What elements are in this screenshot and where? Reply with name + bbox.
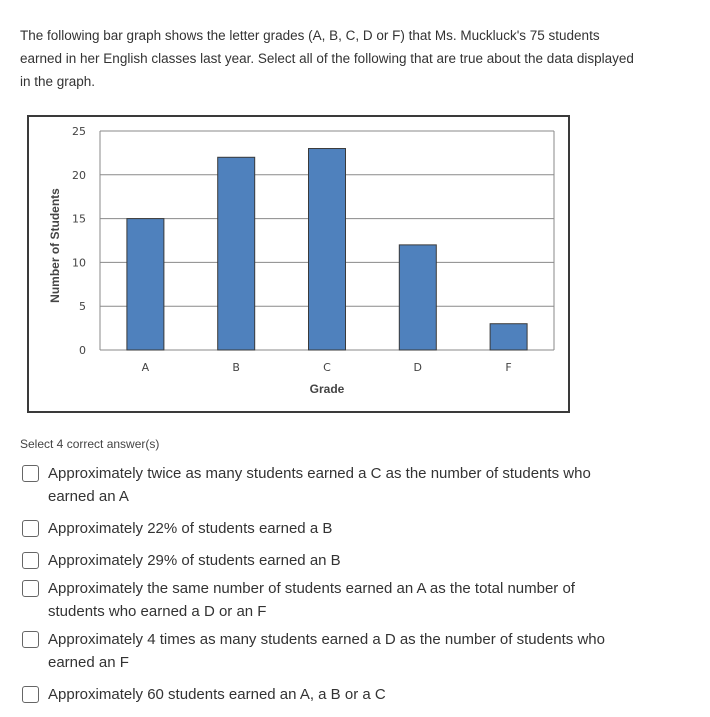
x-tick-label: C xyxy=(323,361,331,374)
bar-f xyxy=(490,324,527,350)
y-tick-label: 15 xyxy=(72,212,86,226)
bar-b xyxy=(218,157,255,350)
answer-label: Approximately 60 students earned an A, a B or a C xyxy=(48,686,386,703)
y-tick-label: 25 xyxy=(72,125,86,138)
question-text: The following bar graph shows the letter grades (A, B, C, D or F) that Ms. Muckluck's 75 students earned in her English classes last year. Select all of the following that are true about the data displayed in the graph. xyxy=(20,28,634,89)
x-tick-label: B xyxy=(232,361,240,374)
answer-label: Approximately 4 times as many students earned a D as the number of students who earned an F xyxy=(48,631,605,671)
y-tick-label: 5 xyxy=(79,300,86,314)
bar-c xyxy=(309,149,346,350)
checkbox[interactable] xyxy=(22,520,39,537)
checkbox[interactable] xyxy=(22,465,39,482)
instructions-text: Select 4 correct answer(s) xyxy=(20,437,160,451)
x-axis-title: Grade xyxy=(309,382,345,396)
answer-label: Approximately the same number of students earned an A as the total number of students who earned a D or an F xyxy=(48,580,575,620)
y-tick-label: 0 xyxy=(79,344,86,357)
y-tick-label: 10 xyxy=(72,256,86,270)
answer-label: Approximately 22% of students earned a B xyxy=(48,520,333,537)
checkbox[interactable] xyxy=(22,631,39,648)
x-tick-label: A xyxy=(141,361,150,374)
bar-a xyxy=(127,219,164,350)
x-tick-label: F xyxy=(505,361,512,374)
answer-label: Approximately 29% of students earned an B xyxy=(48,552,341,569)
bar-chart xyxy=(27,115,570,413)
answer-label: Approximately twice as many students earned a C as the number of students who earned an A xyxy=(48,465,591,505)
bar-chart-svg xyxy=(29,117,568,411)
y-tick-label: 20 xyxy=(72,168,86,182)
bar-d xyxy=(399,245,436,350)
checkbox[interactable] xyxy=(22,552,39,569)
y-axis-title: Number of Students xyxy=(48,188,62,303)
x-tick-label: D xyxy=(413,361,423,374)
checkbox[interactable] xyxy=(22,686,39,703)
checkbox[interactable] xyxy=(22,580,39,597)
